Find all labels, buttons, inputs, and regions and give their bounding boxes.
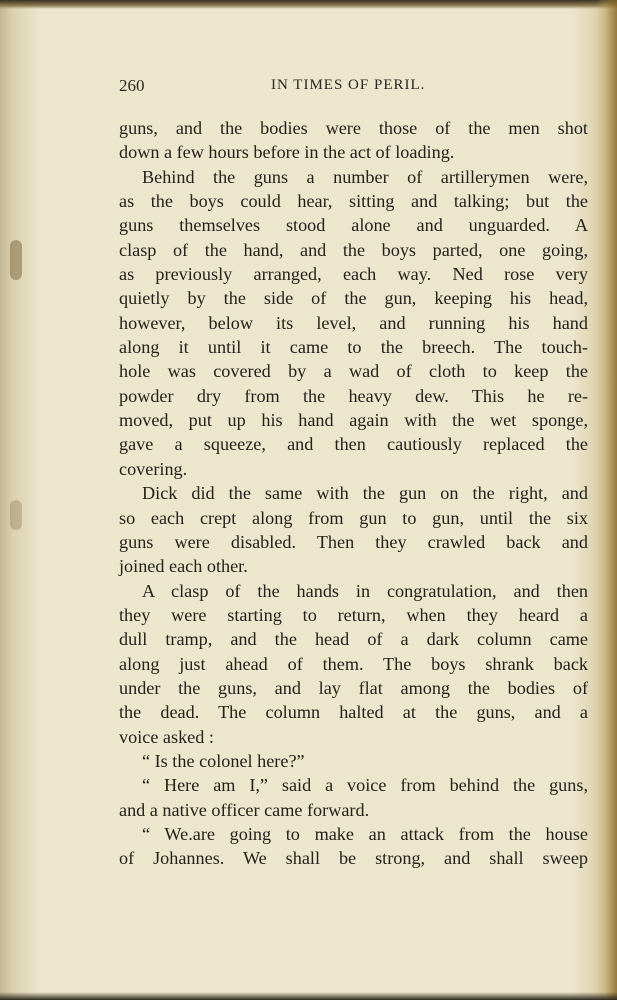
text-line: they were starting to return, when they heard a xyxy=(119,604,588,625)
running-head xyxy=(119,76,581,98)
text-line: hole was covered by a wad of cloth to keep the xyxy=(119,361,588,382)
spine-stain xyxy=(10,240,22,280)
page-top-edge xyxy=(0,0,617,9)
spine-stain xyxy=(10,500,22,530)
text-line: along just ahead of them. The boys shrank back xyxy=(119,653,588,674)
text-line: “ Here am I,” said a voice from behind the guns, xyxy=(142,775,588,796)
text-line: down a few hours before in the act of loading. xyxy=(119,142,455,163)
text-line: of Johannes. We shall be strong, and shall sweep xyxy=(119,848,588,869)
text-line: the dead. The column halted at the guns, and a xyxy=(119,702,588,723)
running-title: IN TIMES OF PERIL. xyxy=(271,77,426,93)
text-line: guns, and the bodies were those of the men shot xyxy=(119,118,588,138)
text-line: Dick did the same with the gun on the right, and xyxy=(142,483,588,504)
text-line: clasp of the hand, and the boys parted, one going, xyxy=(119,239,588,260)
text-line: however, below its level, and running his hand xyxy=(119,312,588,333)
text-line: joined each other. xyxy=(119,556,248,577)
text-line: covering. xyxy=(119,458,188,479)
text-line: gave a squeeze, and then cautiously replaced the xyxy=(119,434,588,455)
text-line: dull tramp, and the head of a dark column came xyxy=(119,629,588,650)
text-line: guns were disabled. Then they crawled back and xyxy=(119,531,588,552)
text-line: A clasp of the hands in congratulation, and then xyxy=(142,580,588,601)
page-bottom-edge xyxy=(0,992,617,1000)
text-line: Behind the guns a number of artillerymen were, xyxy=(142,166,588,187)
text-line: “ We.are going to make an attack from the house xyxy=(142,823,588,844)
text-line: as the boys could hear, sitting and talking; but the xyxy=(119,191,588,212)
text-line: so each crept along from gun to gun, until the six xyxy=(119,507,588,528)
text-line: “ Is the colonel here?” xyxy=(142,750,305,771)
text-line: quietly by the side of the gun, keeping his head, xyxy=(119,288,588,309)
text-line: as previously arranged, each way. Ned rose very xyxy=(119,264,588,285)
text-line: powder dry from the heavy dew. This he re- xyxy=(119,385,588,406)
text-line: voice asked : xyxy=(119,726,214,747)
text-line: under the guns, and lay flat among the bodies of xyxy=(119,677,588,698)
text-line: guns themselves stood alone and unguarded. A xyxy=(119,215,588,236)
text-line: and a native officer came forward. xyxy=(119,799,370,820)
body-text xyxy=(119,116,588,871)
page-number: 260 xyxy=(119,76,145,95)
page-right-edge xyxy=(595,0,617,1000)
text-line: moved, put up his hand again with the wet sponge, xyxy=(119,410,588,431)
text-line: along it until it came to the breech. The touch- xyxy=(119,337,588,358)
